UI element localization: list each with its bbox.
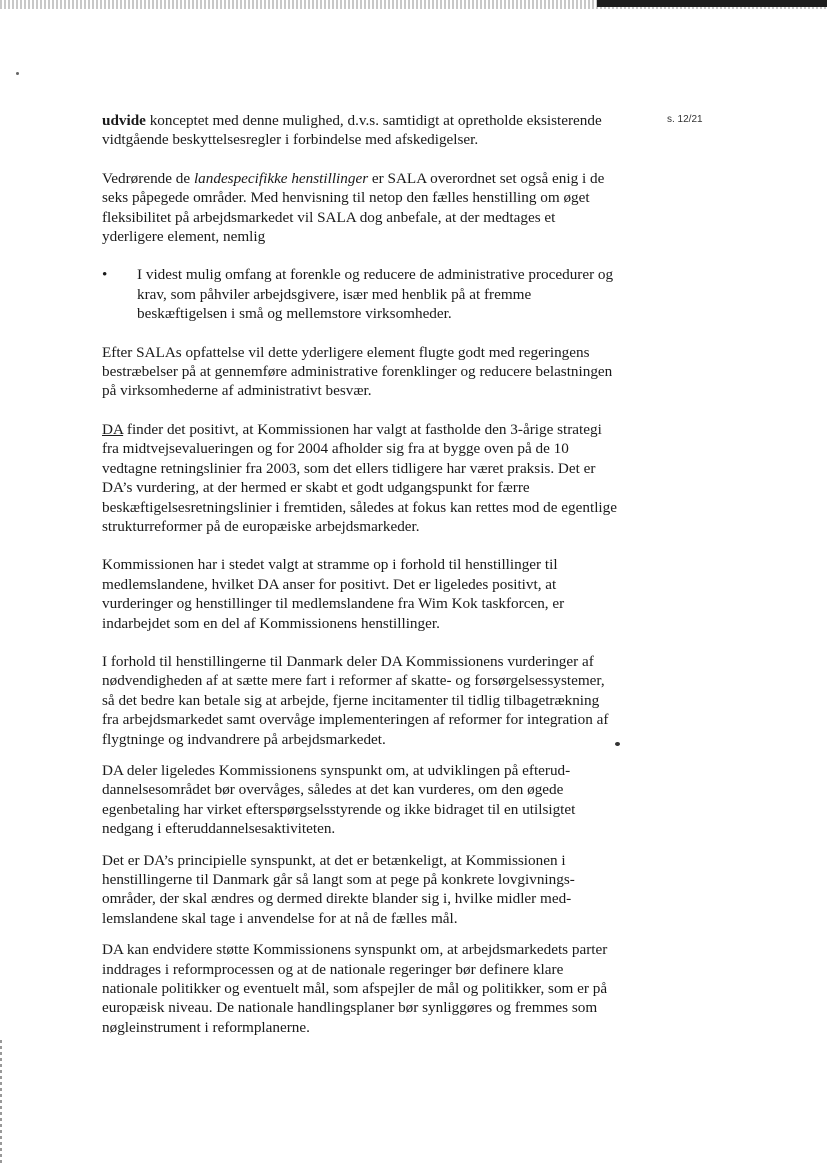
paragraph-6: I forhold til henstillingerne til Danmark deler DA Kommissionens vurderinger af nødvendigheden af at sætte mere fart i reformer af skatte- og forsørgelsessystemer, så det bedre kan betale sig at arbejde, fjerne incitamenter til tidlig tilbagetrækning fra arbejdsmarkedet samt overvåge implementeringen af reformer for integration af flygtninge og indvandrere på arbejdsmarkedet. <box>102 652 609 748</box>
bullet-icon: • <box>102 266 108 284</box>
paragraph-4-text: finder det positivt, at Kommissionen har valgt at fastholde den 3-årige strategi fra midtvejsevalueringen og for 2004 afholder sig fra at bygge oven på de 10 vedtagne retningslinier fra 2003, som det ellers tidligere har været praksis. Det er DA’s vurdering, at der hermed er skabt et godt udgangspunkt for færre beskæftigelsesretningslinier i fremtiden, således at fokus kan rettes mod de egentlige strukturreformer på de europæiske arbejdsmarkeder. <box>102 420 617 535</box>
letter-body <box>102 111 618 1049</box>
paragraph-2 <box>102 169 618 247</box>
bullet-list <box>102 265 618 323</box>
paragraph-4 <box>102 420 618 536</box>
paragraph-1-text: konceptet med denne mulighed, d.v.s. samtidigt at opretholde eksisterende vidtgående beskyttelsesregler i forbindelse med afskedigelser. <box>102 112 602 149</box>
paragraph-3: Efter SALAs opfattelse vil dette yderligere element flugte godt med regeringens bestræbelser på at gennemføre administrative forenklinger og reducere belastningen på virksomhederne af administrativt besvær. <box>102 343 613 400</box>
scan-edge-left <box>0 1040 2 1163</box>
paragraph-1-lead: udvide <box>102 112 146 129</box>
paragraph-2-post: er SALA overordnet set også enig i de seks påpegede områder. Med henvisning til netop den fælles henstilling om øget fleksibilitet på arbejdsmarkedet vil SALA dog anbefale, at der medtages et yderligere element, nemlig <box>102 169 605 246</box>
page-number: s. 12/21 <box>667 114 703 125</box>
scan-bar-top-right <box>597 0 827 7</box>
paragraph-8: Det er DA’s principielle synspunkt, at det er betænkeligt, at Kommissionen i henstillingerne til Danmark går så langt som at pege på konkrete lovgivningsområder, der skal ændres og dermed direkte blander sig i, hvilke midler medlemslandene skal tage i anvendelse for at nå de fælles mål. <box>102 851 575 927</box>
paragraph-2-pre: Vedrørende de <box>102 169 194 187</box>
paragraph-5: Kommissionen har i stedet valgt at stramme op i forhold til henstillinger til medlemslandene, hvilket DA anser for positivt. Det er ligeledes positivt, at vurderinger og henstillinger til medlemslandene fra Wim Kok taskforcen, er indarbejdet som en del af Kommissionens henstillinger. <box>102 556 565 632</box>
paragraph-4-lead: DA <box>102 420 124 438</box>
paragraph-2-italic: landespecifikke henstillinger <box>193 169 369 187</box>
paragraph-1 <box>102 111 618 150</box>
bullet-text: I videst mulig omfang at forenkle og reducere de administrative procedurer og krav, som påhviler arbejdsgivere, især med henblik på at fremme beskæftigelsen i små og mellemstore virksomheder. <box>137 266 614 323</box>
paragraph-9: DA kan endvidere støtte Kommissionens synspunkt om, at arbejdsmarkedets parter inddrages i reformprocessen og at de nationale regeringer bør definere klare nationale politikker og eventuelt mål, som afspejler de mål og politikker, som er på europæisk niveau. De nationale handlingsplaner bør synliggøres og fremmes som nøgleinstrument i reformplanerne. <box>102 941 608 1036</box>
scan-speck <box>16 72 19 75</box>
paragraph-7: DA deler ligeledes Kommissionens synspunkt om, at udviklingen på efteruddannelsesområdet bør overvåges, således at det kan vurderes, om den øgede egenbetaling har virket efterspørgselsstyrende og ikke bidraget til en utilsigtet nedgang i efteruddannelsesaktiviteten. <box>102 761 576 838</box>
list-item <box>102 265 618 323</box>
